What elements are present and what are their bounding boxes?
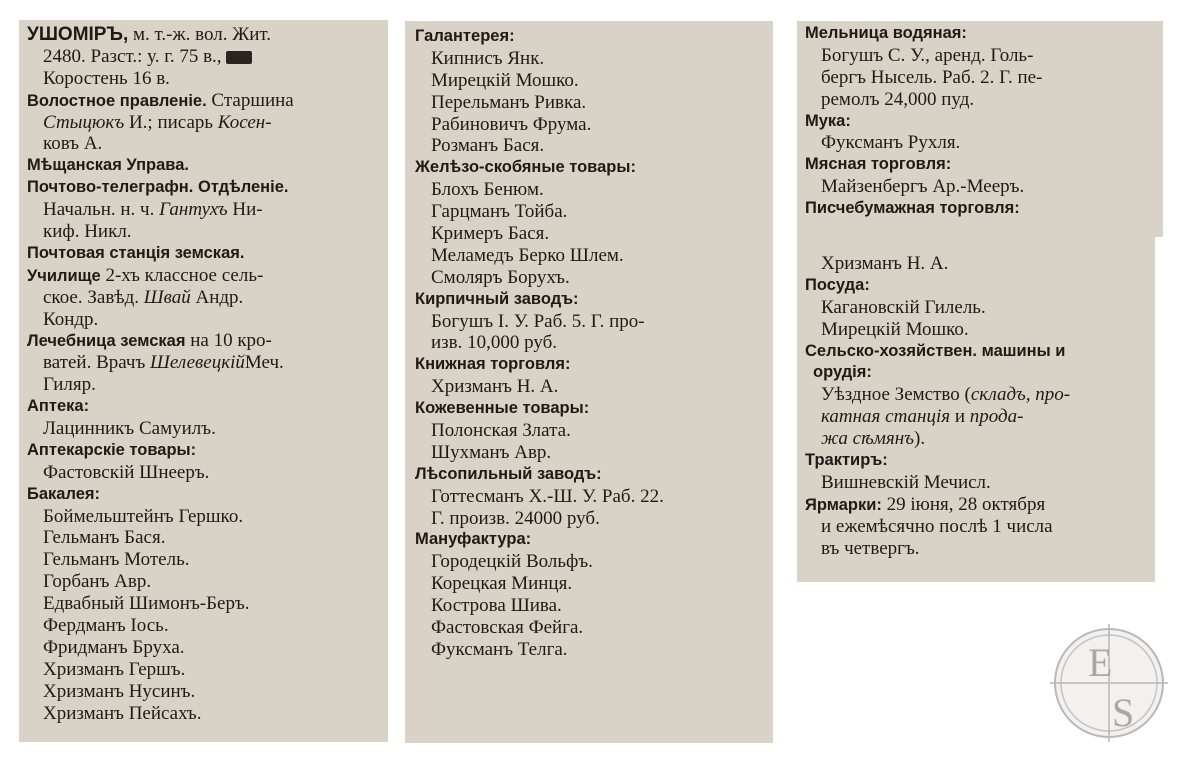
list-item: Корецкая Минця. [431,573,573,595]
list-item: жа сѣмянъ). [821,428,926,450]
list-item: Меламедъ Берко Шлем. [431,244,624,266]
section-heading: Почтово-телеграфн. Отдѣленiе. [27,178,289,197]
logo-letter-e: E [1088,640,1113,685]
list-item: Рабиновичъ Фрума. [431,113,592,135]
entry-line: Волостное правленiе. Старшина [27,89,294,111]
list-item: Мирецкiй Мошко. [821,318,969,340]
entry-line: ватей. Врачъ ШелевецкiйМеч. [43,352,284,374]
list-item: Хризманъ Н. А. [431,376,559,398]
list-item: и ежемѣсячно послѣ 1 числа [821,515,1053,537]
list-item: Майзенбергъ Ар.-Мееръ. [821,176,1025,198]
list-item: Хризманъ Н. А. [821,253,949,274]
list-item: Г. произв. 24000 руб. [431,507,600,529]
entry-line: ское. Завѣд. Швай Андр. [43,286,244,308]
list-item: Едвабный Шимонъ-Беръ. [43,593,250,615]
list-item: Кримеръ Бася. [431,223,550,245]
column-3-bottom [797,237,1155,582]
section-heading: Лѣсопильный заводъ: [415,464,602,483]
section-heading: Бакалея: [27,484,101,503]
entry-line: Начальн. н. ч. Гантухъ Ни- [43,199,263,221]
list-item: Фуксманъ Рухля. [821,132,961,154]
list-item: въ четвергъ. [821,537,920,559]
section-heading: Мануфактура: [415,530,532,549]
section-heading: Кожевенные товары: [415,399,590,418]
section-heading: орудiя: [813,363,872,382]
list-item: Блохъ Бенюм. [431,179,544,201]
entry-line: 2480. Разст.: у. г. 75 в., [27,46,388,68]
list-item: Полонская Злата. [431,420,571,442]
list-item: Фастовская Фейга. [431,617,584,639]
list-item: Хризманъ Гершъ. [43,658,186,680]
entry-line: Стыцюкъ И.; писарь Косен- [43,111,272,133]
section-heading: Галантерея: [415,27,515,45]
list-item: Розманъ Бася. [431,135,545,157]
list-item: Богушъ С. У., аренд. Голь- [821,44,1034,66]
list-item: Вишневскiй Мечисл. [821,471,991,493]
entry-line: Кондр. [43,308,99,330]
town-entry-line: УШОМIРЪ, м. т.-ж. вол. Жит. [27,24,272,45]
section-heading: Аптекарскiе товары: [27,440,197,459]
list-item: Хризманъ Нусинъ. [43,680,196,702]
list-item: Горбанъ Авр. [43,571,152,593]
section-heading: Почтовая станцiя земская. [27,243,245,262]
section-heading: Посуда: [805,275,870,294]
column-3-top [797,21,1163,237]
entry-line: Училище 2-хъ классное сель- [27,264,264,286]
section-heading: Мѣщанская Управа. [27,156,189,175]
list-item: Шухманъ Авр. [431,441,552,463]
logo-letter-s: S [1112,690,1135,735]
list-item: Фастовскiй Шнееръ. [43,461,210,483]
section-heading: Мельница водяная: [805,24,967,42]
list-item: Гарцманъ Тойба. [431,201,568,223]
list-item: Лацинникъ Самуилъ. [43,418,216,440]
column-2 [405,21,773,743]
list-item: Боймельштейнъ Гершко. [43,505,244,527]
list-item: Перельманъ Ривка. [431,91,587,113]
es-watermark-logo [1050,624,1168,742]
entry-line: киф. Никл. [43,221,132,243]
section-heading: Мясная торговля: [805,155,952,174]
entry-line: Коростень 16 в. [43,67,170,89]
list-item: Гельманъ Мотель. [43,549,190,571]
section-heading: Книжная торговля: [415,355,571,374]
list-item: Кострова Шива. [431,595,562,617]
section-heading: Трактиръ: [805,451,888,470]
list-item: изв. 10,000 руб. [431,332,558,354]
list-item: Уѣздное Земство (складъ, про- [821,384,1071,406]
list-item: Кипнисъ Янк. [431,47,545,69]
list-item: Кагановскiй Гилель. [821,296,986,318]
section-heading: Кирпичный заводъ: [415,289,579,308]
section-heading: Писчебумажная торговля: [805,199,1020,218]
list-item: Готтесманъ Х.-Ш. У. Раб. 22. [431,485,664,507]
list-item: бергъ Нысель. Раб. 2. Г. пе- [821,66,1043,88]
list-item: катная станцiя и прода- [821,406,1024,428]
column-1 [19,20,388,742]
section-heading: Сельско-хозяйствен. машины и [805,341,1066,360]
section-heading: Мука: [805,111,851,130]
entry-line: Лечебница земская на 10 кро- [27,330,272,352]
list-item: Хризманъ Пейсахъ. [43,702,202,724]
list-item: Гельманъ Бася. [43,527,166,549]
list-item: Мирецкiй Мошко. [431,69,579,91]
list-item: Фердманъ Iось. [43,615,169,637]
section-heading: Желѣзо-скобяные товары: [415,158,636,177]
list-item: ремолъ 24,000 пуд. [821,88,975,110]
list-item: Фуксманъ Телга. [431,638,568,660]
list-item: Богушъ I. У. Раб. 5. Г. про- [431,310,645,332]
section-heading: Аптека: [27,397,90,416]
train-icon [226,51,252,64]
list-item: Фридманъ Бруха. [43,636,185,658]
list-item: Ярмарки: 29 iюня, 28 октября [805,493,1046,515]
list-item: Городецкiй Вольфъ. [431,551,593,573]
entry-line: ковъ А. [43,133,103,155]
list-item: Смоляръ Борухъ. [431,266,570,288]
entry-line: Гиляр. [43,374,96,396]
